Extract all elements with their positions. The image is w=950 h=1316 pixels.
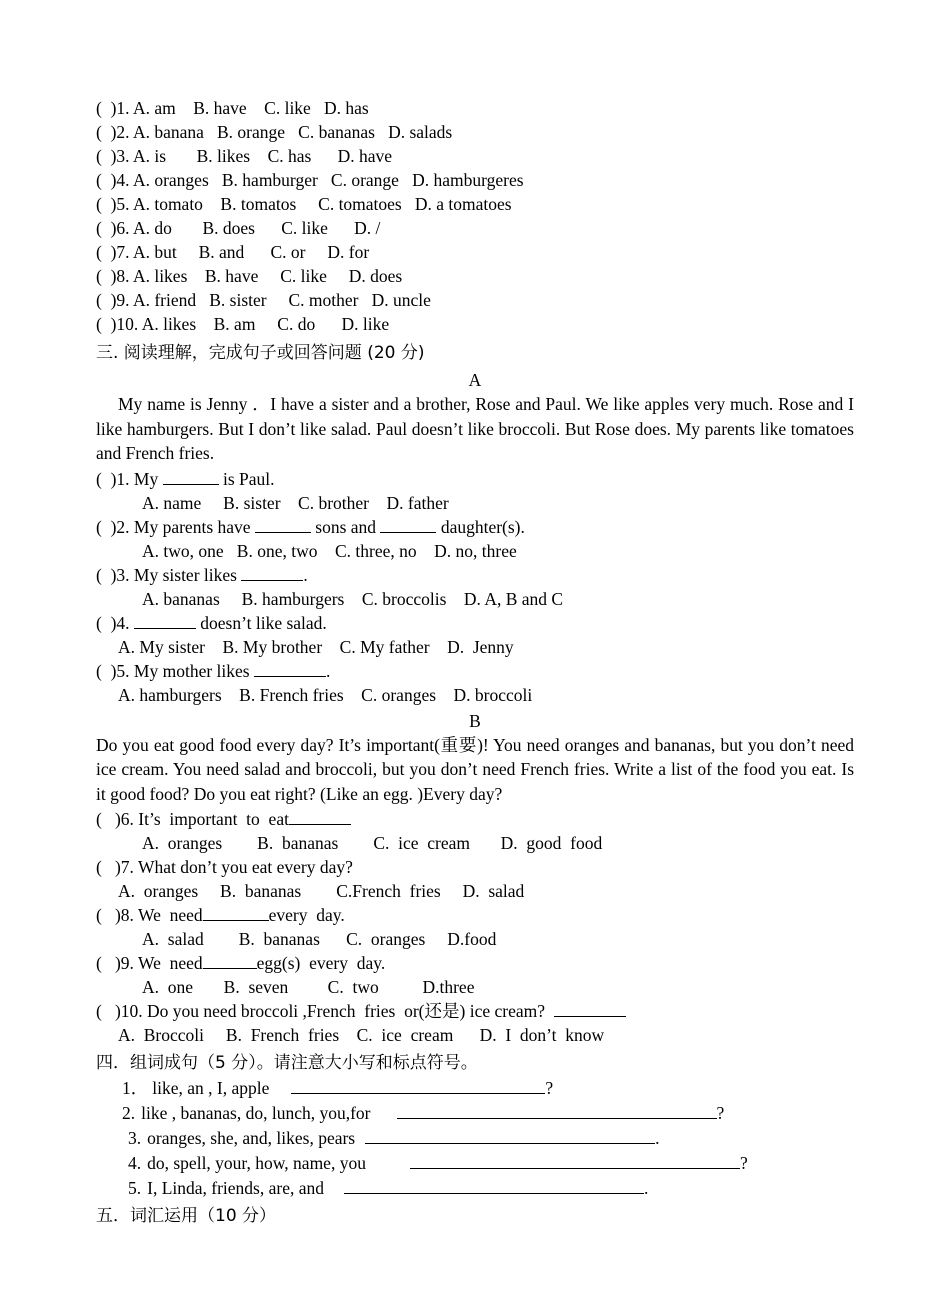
passage-b-text: Do you eat good food every day? It’s important(重要)! You need oranges and bananas, but you don’t need ice cream. You need salad and broccoli, but you don’t need French fries. Write a list of the food you eat. Is it good food? Do you eat right? (Like an egg. )Every day? (96, 734, 854, 804)
question-3-stem-end: . (303, 564, 308, 585)
question-8-stem-end: every day. (268, 905, 345, 925)
answer-blank[interactable] (254, 663, 326, 677)
mc-item: ( )9. A. friend B. sister C. mother D. uncle (96, 290, 431, 310)
answer-rule[interactable] (291, 1079, 545, 1094)
sentence-item-number: 4. (128, 1153, 142, 1173)
sentence-item (96, 1076, 854, 1101)
mc-item: ( )4. A. oranges B. hamburger C. orange D. hamburgeres (96, 170, 524, 190)
question-9 (96, 951, 854, 975)
question-2-stem: ( )2. My parents have (96, 516, 255, 537)
question-8 (96, 903, 854, 927)
question-10 (96, 999, 854, 1023)
question-5-stem-end: . (325, 660, 331, 681)
question-6-stem: ( )6. It’s important to eat (96, 809, 289, 829)
mc-item: ( )2. A. banana B. orange C. bananas D. salads (96, 122, 453, 142)
question-5 (96, 659, 854, 683)
sentence-item-punct: . (655, 1128, 660, 1148)
question-10-options: A. Broccoli B. French fries C. ice cream D. I don’t know (118, 1025, 605, 1045)
question-5-options: A. hamburgers B. French fries C. oranges D. broccoli (118, 684, 533, 705)
mc-item: ( )6. A. do B. does C. like D. / (96, 218, 381, 238)
sentence-item-punct: ? (739, 1153, 748, 1173)
answer-blank[interactable] (380, 519, 436, 533)
question-9-options: A. one B. seven C. two D.three (142, 977, 475, 997)
question-5-stem: ( )5. My mother likes (96, 660, 254, 681)
question-9-stem: ( )9. We need (96, 953, 203, 973)
question-3 (96, 563, 854, 587)
sentence-item-words: like , bananas, do, lunch, you,for (141, 1103, 371, 1123)
question-9-stem-end: egg(s) every day. (256, 953, 386, 973)
answer-rule[interactable] (365, 1129, 655, 1144)
mc-item: ( )3. A. is B. likes C. has D. have (96, 146, 393, 166)
question-3-stem: ( )3. My sister likes (96, 564, 242, 585)
section-three-heading: 三. 阅读理解，完成句子或回答问题 (20 分) (96, 343, 425, 363)
question-7-stem: ( )7. What don’t you eat every day? (96, 857, 353, 877)
question-8-options: A. salad B. bananas C. oranges D.food (142, 929, 497, 949)
sentence-item-words: I, Linda, friends, are, and (147, 1178, 324, 1198)
sentence-item-number: 2. (122, 1103, 136, 1123)
question-1-stem: ( )1. My (96, 468, 163, 489)
passage-a-text: My name is Jenny ．I have a sister and a brother, Rose and Paul. We like apples very much. Rose and I like hamburgers. But I don’t like salad. Paul doesn’t like broccoli. But Rose does. My parents like tomatoes and French fries. (96, 394, 854, 463)
question-2-stem-end: daughter(s). (436, 516, 525, 537)
sentence-item-punct: . (644, 1178, 649, 1198)
page-content (96, 96, 854, 1229)
answer-blank[interactable] (163, 471, 219, 485)
multiple-choice-list (96, 96, 854, 336)
question-4-stem-end: doesn’t like salad. (195, 612, 327, 633)
mc-item: ( )7. A. but B. and C. or D. for (96, 242, 370, 262)
question-1-options: A. name B. sister C. brother D. father (142, 492, 449, 513)
answer-blank[interactable] (203, 955, 257, 969)
question-7-options: A. oranges B. bananas C.French fries D. salad (118, 881, 525, 901)
sentence-item-words: like, an , I, apple (152, 1078, 270, 1098)
section-four-heading: 四．组词成句（5 分）。请注意大小写和标点符号。 (96, 1053, 478, 1073)
answer-rule[interactable] (410, 1154, 740, 1169)
question-4 (96, 611, 854, 635)
sentence-item (96, 1151, 854, 1176)
answer-blank[interactable] (134, 615, 196, 629)
question-1 (96, 467, 854, 491)
sentence-item-punct: ? (545, 1078, 554, 1098)
question-10-stem: ( )10. Do you need broccoli ,French fries or(还是) ice cream? (96, 1001, 554, 1021)
sentence-item-words: do, spell, your, how, name, you (147, 1153, 366, 1173)
mc-item: ( )10. A. likes B. am C. do D. like (96, 314, 390, 334)
answer-blank[interactable] (554, 1003, 626, 1017)
passage-b-questions (96, 807, 854, 1047)
sentence-building-list (96, 1076, 854, 1201)
sentence-item-number: 5. (128, 1178, 142, 1198)
question-4-stem: ( )4. (96, 612, 134, 633)
question-6 (96, 807, 854, 831)
mc-item: ( )1. A. am B. have C. like D. has (96, 98, 369, 118)
question-6-options: A. oranges B. bananas C. ice cream D. good food (142, 833, 603, 853)
answer-rule[interactable] (344, 1179, 644, 1194)
question-2 (96, 515, 854, 539)
answer-blank[interactable] (203, 907, 269, 921)
sentence-item-words: oranges, she, and, likes, pears (147, 1128, 356, 1148)
question-1-stem-end: is Paul. (218, 468, 275, 489)
question-8-stem: ( )8. We need (96, 905, 203, 925)
answer-blank[interactable] (289, 811, 351, 825)
sentence-item (96, 1101, 854, 1126)
passage-a-label: A (468, 370, 482, 390)
passage-a-questions (96, 467, 854, 707)
section-five-heading: 五．词汇运用（10 分） (96, 1206, 277, 1226)
mc-item: ( )5. A. tomato B. tomatos C. tomatoes D. a tomatoes (96, 194, 512, 214)
question-2-options: A. two, one B. one, two C. three, no D. no, three (142, 540, 517, 561)
question-2-stem-mid: sons and (310, 516, 381, 537)
sentence-item-punct: ? (716, 1103, 725, 1123)
sentence-item (96, 1126, 854, 1151)
question-7 (96, 855, 854, 879)
passage-b-label: B (469, 710, 481, 731)
answer-blank[interactable] (255, 519, 311, 533)
answer-rule[interactable] (397, 1104, 717, 1119)
answer-blank[interactable] (241, 567, 303, 581)
sentence-item (96, 1176, 854, 1201)
question-4-options: A. My sister B. My brother C. My father D. Jenny (118, 636, 514, 657)
sentence-item-number: 1． (122, 1078, 149, 1098)
sentence-item-number: 3. (128, 1128, 142, 1148)
question-3-options: A. bananas B. hamburgers C. broccolis D. A, B and C (142, 588, 564, 609)
mc-item: ( )8. A. likes B. have C. like D. does (96, 266, 403, 286)
